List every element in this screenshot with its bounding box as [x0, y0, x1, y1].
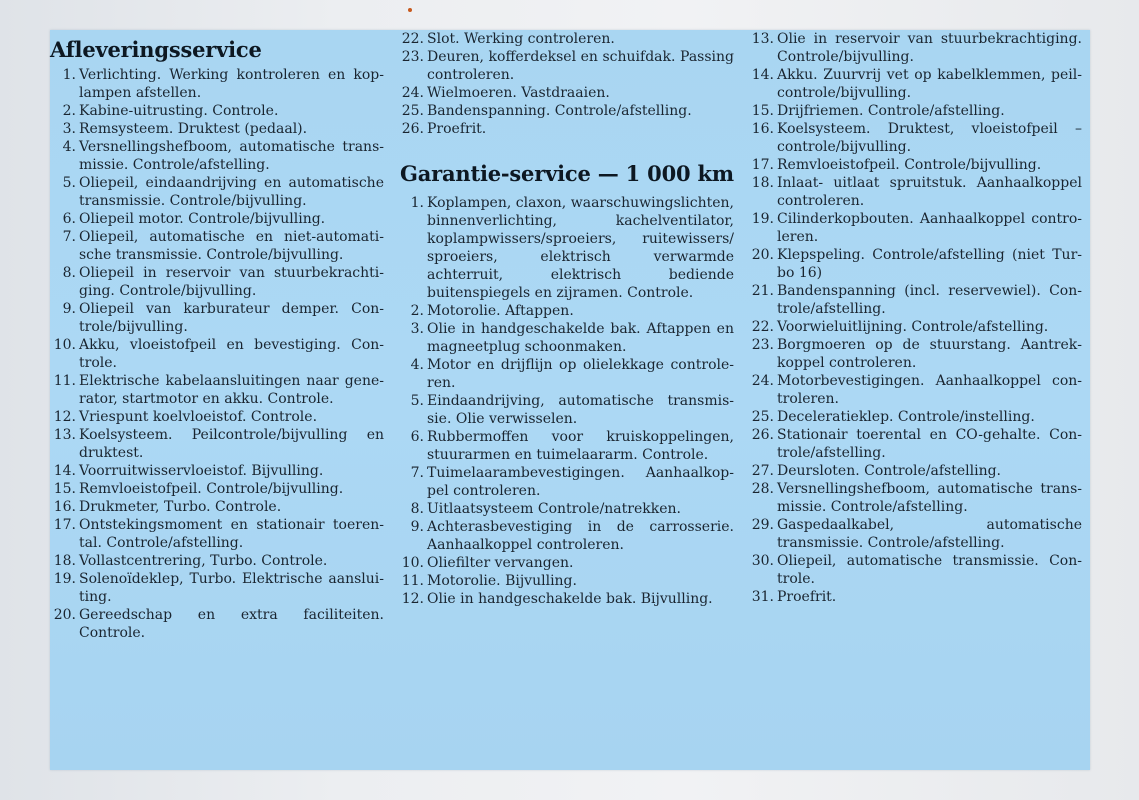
service-panel	[50, 30, 1090, 770]
item-text: Ontstekingsmoment en stationair toerental. Controle/afstelling.	[79, 517, 384, 551]
list-item	[750, 30, 1082, 66]
print-speck	[408, 8, 412, 12]
list-item	[400, 500, 734, 518]
item-number: 9.	[410, 519, 424, 535]
item-text: Akku. Zuurvrij vet op kabelklemmen, peilcontrole/bijvulling.	[777, 67, 1082, 101]
item-number: 20.	[53, 607, 76, 623]
item-number: 5.	[410, 393, 424, 409]
item-text: Kabine-uitrusting. Controle.	[79, 103, 279, 119]
item-text: Verlichting. Werking kontroleren en koplampen afstellen.	[79, 67, 384, 101]
item-text: Oliepeil motor. Controle/bijvulling.	[79, 211, 326, 227]
item-number: 23.	[401, 49, 424, 65]
item-number: 17.	[53, 517, 76, 533]
item-number: 11.	[401, 573, 424, 589]
item-number: 30.	[751, 553, 774, 569]
list-item	[750, 336, 1082, 372]
item-number: 6.	[62, 211, 76, 227]
list-item	[750, 552, 1082, 588]
item-text: Uitlaatsysteem Controle/natrekken.	[427, 501, 681, 517]
list-item	[750, 318, 1082, 336]
item-number: 14.	[751, 67, 774, 83]
item-number: 10.	[53, 337, 76, 353]
item-number: 1.	[62, 67, 76, 83]
item-text: Wielmoeren. Vastdraaien.	[427, 85, 610, 101]
item-number: 3.	[62, 121, 76, 137]
list-item	[750, 120, 1082, 156]
garantie-list-continued	[750, 30, 1082, 606]
list-item	[400, 320, 734, 356]
item-text: Olie in handgeschakelde bak. Bijvulling.	[427, 591, 713, 607]
list-item	[750, 102, 1082, 120]
list-item	[750, 66, 1082, 102]
garantie-title: Garantie-service — 1 000 km	[400, 161, 734, 186]
item-number: 14.	[53, 463, 76, 479]
list-item	[400, 392, 734, 428]
item-number: 7.	[62, 229, 76, 245]
list-item	[52, 264, 384, 300]
item-number: 31.	[751, 589, 774, 605]
item-number: 25.	[401, 103, 424, 119]
item-text: Solenoïdeklep, Turbo. Elektrische aansluiting.	[79, 571, 384, 605]
list-item	[750, 462, 1082, 480]
item-text: Remvloeistofpeil. Controle/bijvulling.	[79, 481, 344, 497]
list-item	[750, 408, 1082, 426]
item-number: 21.	[751, 283, 774, 299]
item-text: Oliepeil, automatische en niet-automatische transmissie. Controle/bijvulling.	[79, 229, 384, 263]
item-text: Koplampen, claxon, waarschuwingslichten, binnenverlichting, kachelventilator, koplampwissers/sproeiers, ruitewissers/ sproeiers, elektrisch verwarmde achterruit, elektrisch bediende buitenspiegels en zijramen. Controle.	[427, 195, 734, 301]
item-number: 1.	[410, 195, 424, 211]
list-item	[52, 66, 384, 102]
list-item	[400, 572, 734, 590]
item-number: 22.	[401, 31, 424, 47]
item-number: 26.	[751, 427, 774, 443]
list-item	[52, 498, 384, 516]
list-item	[400, 428, 734, 464]
item-text: Vriespunt koelvloeistof. Controle.	[79, 409, 318, 425]
item-text: Drukmeter, Turbo. Controle.	[79, 499, 282, 515]
item-text: Slot. Werking controleren.	[427, 31, 615, 47]
item-text: Tuimelaarambevestigingen. Aanhaalkoppel controleren.	[427, 465, 734, 499]
item-text: Versnellingshefboom, automatische transmissie. Controle/afstelling.	[79, 139, 384, 173]
item-text: Eindaandrijving, automatische transmissie. Olie verwisselen.	[427, 393, 734, 427]
item-text: Olie in reservoir van stuurbekrachtiging. Controle/bijvulling.	[777, 31, 1082, 65]
list-item	[400, 102, 734, 120]
item-text: Borgmoeren op de stuurstang. Aantrekkoppel controleren.	[777, 337, 1082, 371]
list-item	[400, 194, 734, 302]
list-item	[400, 554, 734, 572]
item-text: Gaspedaalkabel, automatische transmissie. Controle/afstelling.	[777, 517, 1082, 551]
item-number: 18.	[53, 553, 76, 569]
item-text: Oliepeil, automatische transmissie. Controle.	[777, 553, 1082, 587]
item-number: 2.	[410, 303, 424, 319]
item-text: Stationair toerental en CO-gehalte. Controle/afstelling.	[777, 427, 1082, 461]
item-text: Olie in handgeschakelde bak. Aftappen en magneetplug schoonmaken.	[427, 321, 734, 355]
item-text: Oliefilter vervangen.	[427, 555, 574, 571]
list-item	[52, 570, 384, 606]
item-text: Klepspeling. Controle/afstelling (niet Turbo 16)	[777, 247, 1082, 281]
item-text: Koelsysteem. Peilcontrole/bijvulling en druktest.	[79, 427, 384, 461]
item-number: 3.	[410, 321, 424, 337]
list-item	[52, 516, 384, 552]
list-item	[750, 480, 1082, 516]
item-text: Motorbevestigingen. Aanhaalkoppel controleren.	[777, 373, 1082, 407]
item-text: Oliepeil van karburateur demper. Controle/bijvulling.	[79, 301, 384, 335]
list-item	[400, 590, 734, 608]
item-number: 24.	[401, 85, 424, 101]
item-text: Motorolie. Aftappen.	[427, 303, 574, 319]
list-item	[52, 372, 384, 408]
list-item	[52, 426, 384, 462]
item-number: 17.	[751, 157, 774, 173]
item-text: Koelsysteem. Druktest, vloeistofpeil – controle/bijvulling.	[777, 121, 1082, 155]
item-number: 27.	[751, 463, 774, 479]
list-item	[400, 120, 734, 138]
list-item	[400, 518, 734, 554]
list-item	[400, 356, 734, 392]
item-text: Oliepeil in reservoir van stuurbekrachtiging. Controle/bijvulling.	[79, 265, 384, 299]
item-number: 10.	[401, 555, 424, 571]
item-number: 16.	[751, 121, 774, 137]
item-number: 13.	[751, 31, 774, 47]
list-item	[52, 300, 384, 336]
list-item	[52, 120, 384, 138]
item-text: Vollastcentrering, Turbo. Controle.	[79, 553, 328, 569]
list-item	[750, 588, 1082, 606]
list-item	[52, 210, 384, 228]
list-item	[52, 336, 384, 372]
column-left	[50, 30, 384, 642]
item-text: Deuren, kofferdeksel en schuifdak. Passing controleren.	[427, 49, 734, 83]
list-item	[400, 48, 734, 84]
item-number: 20.	[751, 247, 774, 263]
item-text: Remsysteem. Druktest (pedaal).	[79, 121, 308, 137]
item-number: 22.	[751, 319, 774, 335]
item-number: 4.	[62, 139, 76, 155]
item-text: Remvloeistofpeil. Controle/bijvulling.	[777, 157, 1042, 173]
item-number: 12.	[401, 591, 424, 607]
item-number: 23.	[751, 337, 774, 353]
item-text: Oliepeil, eindaandrijving en automatische transmissie. Controle/bijvulling.	[79, 175, 384, 209]
list-item	[400, 84, 734, 102]
item-text: Motor en drijflijn op olielekkage controleren.	[427, 357, 734, 391]
item-number: 19.	[751, 211, 774, 227]
list-item	[750, 210, 1082, 246]
item-text: Proefrit.	[427, 121, 487, 137]
item-number: 13.	[53, 427, 76, 443]
list-item	[52, 228, 384, 264]
list-item	[750, 282, 1082, 318]
item-text: Elektrische kabelaansluitingen naar generator, startmotor en akku. Controle.	[79, 373, 384, 407]
item-number: 24.	[751, 373, 774, 389]
item-number: 15.	[53, 481, 76, 497]
list-item	[750, 174, 1082, 210]
list-item	[400, 464, 734, 500]
list-item	[750, 372, 1082, 408]
list-item	[52, 408, 384, 426]
item-number: 18.	[751, 175, 774, 191]
list-item	[750, 426, 1082, 462]
item-text: Drijfriemen. Controle/afstelling.	[777, 103, 1005, 119]
item-text: Voorwieluitlijning. Controle/afstelling.	[777, 319, 1049, 335]
list-item	[52, 138, 384, 174]
item-text: Bandenspanning (incl. reservewiel). Controle/afstelling.	[777, 283, 1082, 317]
list-item	[400, 30, 734, 48]
list-item	[52, 552, 384, 570]
item-number: 2.	[62, 103, 76, 119]
list-item	[750, 246, 1082, 282]
item-number: 8.	[410, 501, 424, 517]
item-text: Deursloten. Controle/afstelling.	[777, 463, 1002, 479]
item-text: Achterasbevestiging in de carrosserie. Aanhaalkoppel controleren.	[427, 519, 734, 553]
item-text: Cilinderkopbouten. Aanhaalkoppel controleren.	[777, 211, 1082, 245]
column-middle	[400, 30, 734, 608]
item-number: 19.	[53, 571, 76, 587]
item-text: Deceleratieklep. Controle/instelling.	[777, 409, 1035, 425]
item-number: 15.	[751, 103, 774, 119]
item-text: Voorruitwisservloeistof. Bijvulling.	[79, 463, 324, 479]
list-item	[52, 174, 384, 210]
aflevering-list-continued	[400, 30, 734, 138]
list-item	[400, 302, 734, 320]
item-text: Versnellingshefboom, automatische transmissie. Controle/afstelling.	[777, 481, 1082, 515]
item-text: Gereedschap en extra faciliteiten. Controle.	[79, 607, 384, 641]
garantie-list	[400, 194, 734, 608]
aflevering-list	[52, 66, 384, 642]
list-item	[52, 102, 384, 120]
item-number: 28.	[751, 481, 774, 497]
item-text: Bandenspanning. Controle/afstelling.	[427, 103, 692, 119]
item-text: Proefrit.	[777, 589, 837, 605]
item-number: 9.	[62, 301, 76, 317]
list-item	[52, 480, 384, 498]
item-number: 8.	[62, 265, 76, 281]
item-number: 25.	[751, 409, 774, 425]
item-text: Inlaat- uitlaat spruitstuk. Aanhaalkoppel controleren.	[777, 175, 1082, 209]
item-text: Akku, vloeistofpeil en bevestiging. Controle.	[79, 337, 384, 371]
item-number: 26.	[401, 121, 424, 137]
item-number: 7.	[410, 465, 424, 481]
list-item	[52, 606, 384, 642]
item-number: 16.	[53, 499, 76, 515]
item-number: 4.	[410, 357, 424, 373]
item-number: 29.	[751, 517, 774, 533]
item-number: 11.	[53, 373, 76, 389]
aflevering-title: Afleveringsservice	[50, 37, 262, 62]
item-text: Rubbermoffen voor kruiskoppelingen, stuurarmen en tuimelaararm. Controle.	[427, 429, 734, 463]
column-right	[750, 30, 1082, 606]
item-number: 5.	[62, 175, 76, 191]
item-text: Motorolie. Bijvulling.	[427, 573, 577, 589]
list-item	[750, 156, 1082, 174]
item-number: 12.	[53, 409, 76, 425]
list-item	[750, 516, 1082, 552]
list-item	[52, 462, 384, 480]
item-number: 6.	[410, 429, 424, 445]
